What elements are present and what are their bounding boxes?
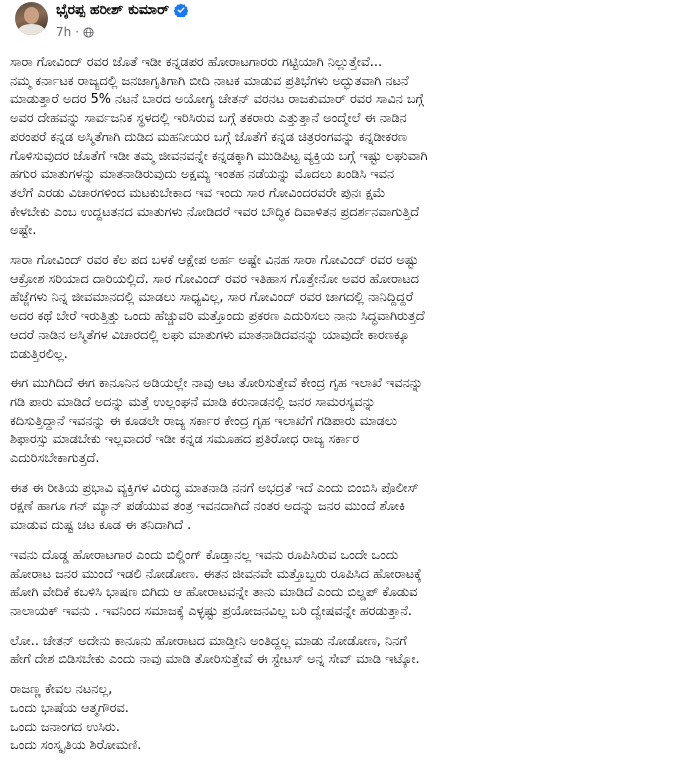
post-paragraph-5	[10, 547, 667, 622]
avatar-face	[24, 7, 39, 24]
text-line: ಲೋ.. ಚೇತನ್ ಅದೇನು ಕಾನೂನು ಹೋರಾಟದ ಮಾಡ್ತೀನಿ ಅಂತಿದ್ದಲ್ಲ ಮಾಡು ನೋಡೋಣ, ನಿನಗೆ	[10, 633, 407, 649]
text-line: ರಕ್ಷಣೆ ಹಾಗೂ ಗನ್ ಮ್ಯಾನ್ ಪಡೆಯುವ ತಂತ್ರ ಇವನದಾಗಿದೆ ನಂತರ ಅದನ್ನು ಜನರ ಮುಂದೆ ಶೋಕಿ	[10, 499, 405, 515]
avatar[interactable]	[15, 2, 48, 35]
post-meta	[56, 25, 94, 39]
text-line: ತಲೆಗೆ ಎರಡು ವಿಚಾರಗಳಿಂದ ಮಟಕುಬೇಕಾದ ಇವ ಇಂದು ಸಾರ ಗೋವಿಂದರವರೇ ಪುನಃ ಕ್ಷಮೆ	[10, 185, 386, 201]
text-line: ಸಾರಾ ಗೋವಿಂದ್ ರವರ ಜೊತೆ ಇಡೀ ಕನ್ನಡಪರ ಹೋರಾಟಗಾರರು ಗಟ್ಟಿಯಾಗಿ ನಿಲ್ಲುತ್ತೇವೆ...	[10, 55, 383, 70]
text-line: ಹೋಗಿ ವೇದಿಕೆ ಕಬಳಿಸಿ ಭಾಷಣ ಬಿಗಿದು ಆ ಹೋರಾಟವನ್ನೇ ತಾನು ಮಾಡಿದೆ ಎಂದು ಬಿಲ್ಡಪ್ ಕೊಡುವ	[10, 585, 418, 601]
text-line: ಶಿಫಾರಸ್ಸು ಮಾಡಬೇಕು ಇಲ್ಲವಾದರೆ ಇಡೀ ಕನ್ನಡ ಸಮೂಹದ ಪ್ರತಿರೋಧ ರಾಜ್ಯ ಸರ್ಕಾರ	[10, 432, 360, 448]
author-row	[56, 2, 188, 18]
post-paragraph-3	[10, 375, 667, 469]
text-line: ಮಾಡುವ ದುಷ್ಟ ಚಟ ಕೂಡ ಈ ತನಿದಾಗಿದೆ .	[10, 518, 192, 534]
text-line: ಬಿಡುತ್ತಿರಲಿಲ್ಲ.	[10, 346, 68, 362]
post-paragraph-1	[10, 54, 667, 241]
text-line: ಆದರೆ ನಾಡಿನ ಅಸ್ಮಿತೆಗಳ ವಿಚಾರದಲ್ಲಿ ಲಘು ಮಾತುಗಳು ಮಾತನಾಡಿದವನನ್ನು ಯಾವುದೇ ಕಾರಣಕ್ಕೂ	[10, 327, 410, 343]
text-line: ರಾಜಣ್ಣ ಕೇವಲ ನಟನಲ್ಲ,	[10, 682, 113, 698]
text-line: ಕೇಳಬೇಕು ಎಂಬ ಉದ್ದಟತನದ ಮಾತುಗಳು ನೋಡಿದರೆ ಇವರ ಬೌದ್ಧಿಕ ದಿವಾಳಿತನ ಪ್ರದರ್ಶನವಾಗುತ್ತಿದೆ	[10, 204, 420, 220]
post-header	[10, 0, 667, 54]
text-line: ಅದರ ಕಥೆ ಬೇರೆ ಇರುತ್ತಿತ್ತು ಒಂದು ಹೆಚ್ಚುವರಿ ಮತ್ತೊಂದು ಪ್ರಕರಣ ಎದುರಿಸಲು ನಾನು ಸಿದ್ಧವಾಗಿರುತ್ತದೆ	[10, 309, 425, 325]
text-line: ಹಗುರ ಮಾತುಗಳನ್ನು ಮಾತನಾಡಿರುವುದು ಅಕ್ಷಮ್ಯ ಇಂತಹ ನಡೆಯನ್ನು ಮೊದಲು ಖಂಡಿಸಿ ಇವನ	[10, 167, 395, 183]
text-line: ಈತ ಈ ರೀತಿಯ ಪ್ರಭಾವಿ ವ್ಯಕ್ತಿಗಳ ವಿರುದ್ಧ ಮಾತನಾಡಿ ನನಗೆ ಅಭದ್ರತೆ ಇದೆ ಎಂದು ಬಿಂಬಿಸಿ ಪೊಲೀಸ್	[10, 480, 419, 496]
text-line: ಹೇಗೆ ದೇಶ ಬಿಡಿಸಬೇಕು ಎಂದು ನಾವು ಮಾಡಿ ತೋರಿಸುತ್ತೇವೆ ಈ ಸ್ಟೇಟಸ್ ಅನ್ನ ಸೇವ್ ಮಾಡಿ ಇಟ್ಕೋ.	[10, 652, 420, 668]
meta-separator: ·	[75, 25, 80, 39]
text-line: ನಾಲಾಯಕ್ ಇವನು . ಇವನಿಂದ ಸಮಾಜಕ್ಕೆ ಎಳ್ಳಷ್ಟು ಪ್ರಯೋಜನವಿಲ್ಲ ಬರಿ ದ್ವೇಷವನ್ನೇ ಹರಡುತ್ತಾನೆ.	[10, 603, 412, 619]
globe-icon[interactable]	[83, 27, 94, 38]
text-line: ಅಷ್ಟೇ.	[10, 223, 37, 239]
author-name[interactable]: ಭೈರಪ್ಪ ಹರೀಶ್ ಕುಮಾರ್	[56, 2, 170, 18]
text-line: ಪರಂಪರೆ ಕನ್ನಡ ಅಸ್ಮಿತೆಗಾಗಿ ದುಡಿದ ಮಹನೀಯರ ಬಗ್ಗೆ ಜೊತೆಗೆ ಕನ್ನಡ ಚಿತ್ರರಂಗವನ್ನು ಕನ್ನಡೀಕರಣ	[10, 129, 408, 145]
text-line: ಹೋರಾಟ ಜನರ ಮುಂದೆ ಇಡಲಿ ನೋಡೋಣ. ಈತನ ಜೀವನವೇ ಮತ್ತೊಬ್ಬರು ರೂಪಿಸಿದ ಹೋರಾಟಕ್ಕೆ	[10, 566, 422, 582]
post-paragraph-4	[10, 480, 667, 536]
post-time[interactable]: 7h	[56, 25, 72, 39]
text-line: ಈಗ ಮುಗಿದಿದೆ ಈಗ ಕಾನೂನಿನ ಅಡಿಯಲ್ಲೇ ನಾವು ಆಟ ತೋರಿಸುತ್ತೇವೆ ಕೇಂದ್ರ ಗೃಹ ಇಲಾಖೆ ಇವನನ್ನು	[10, 376, 423, 392]
text-line: ಗಡಿ ಪಾರು ಮಾಡಿದೆ ಅದನ್ನು ಮತ್ತೆ ಉಲ್ಲಂಘನೆ ಮಾಡಿ ಕರುನಾಡನಲ್ಲಿ ಜನರ ಸಾಮರಸ್ಯವನ್ನು	[10, 394, 376, 410]
post-paragraph-2	[10, 252, 667, 364]
text-line: ಕದಿಸುತ್ತಿದ್ದಾನೆ ಇವನನ್ನು ಈ ಕೂಡಲೇ ರಾಜ್ಯ ಸರ್ಕಾರ ಕೇಂದ್ರ ಗೃಹ ಇಲಾಖೆಗೆ ಗಡಿಪಾರು ಮಾಡಲು	[10, 413, 398, 429]
text-line: ಇವನು ದೊಡ್ಡ ಹೋರಾಟಗಾರ ಎಂದು ಬಿಲ್ಡಿಂಗ್ ಕೊಡ್ತಾನಲ್ಲ ಇವನು ರೂಪಿಸಿರುವ ಒಂದೇ ಒಂದು	[10, 547, 399, 563]
text-line: ಸಾರಾ ಗೋವಿಂದ್ ರವರ ಕೆಲ ಪದ ಬಳಕೆ ಆಕ್ಷೇಪ ಅರ್ಹ ಅಷ್ಟೇ ವಿನಹ ಸಾರಾ ಗೋವಿಂದ್ ರವರ ಅಷ್ಟು	[10, 253, 419, 269]
text-line: ಅವರ ದೇಹವನ್ನು ಸಾರ್ವಜನಿಕ ಸ್ಥಳದಲ್ಲಿ ಇರಿಸಿರುವ ಬಗ್ಗೆ ತಕರಾರು ಎತ್ತುತ್ತಾನೆ ಅಂದ್ಮೇಲೆ ಈ ನಾಡಿನ	[10, 111, 407, 127]
text-line: ಒಂದು ಜನಾಂಗದ ಉಸಿರು.	[10, 719, 120, 735]
post-paragraph-7	[10, 681, 667, 756]
text-line: ಎದುರಿಸಬೇಕಾಗುತ್ತದೆ.	[10, 451, 100, 467]
post-body	[10, 54, 667, 756]
verified-badge-icon	[174, 3, 188, 17]
post-paragraph-6	[10, 633, 667, 670]
text-line: ಒಂದು ಸಂಸ್ಕೃತಿಯ ಶಿರೋಮಣಿ.	[10, 738, 142, 754]
text-line: ನಮ್ಮ ಕರ್ನಾಟಕ ರಾಜ್ಯದಲ್ಲಿ ಜನಜಾಗೃತಿಗಾಗಿ ಬೀದಿ ನಾಟಕ ಮಾಡುವ ಪ್ರತಿಭೆಗಳು ಅದ್ಭುತವಾಗಿ ನಟನೆ	[10, 73, 409, 89]
text-line: ಒಂದು ಭಾಷೆಯ ಆತ್ಮಗೌರವ.	[10, 700, 129, 716]
text-line: ಗೊಳಿಸುವುದರ ಜೊತೆಗೆ ಇಡೀ ತಮ್ಮ ಜೀವನವನ್ನೇ ಕನ್ನಡಕ್ಕಾಗಿ ಮುಡಿಪಿಟ್ಟ ವ್ಯಕ್ತಿಯ ಬಗ್ಗೆ ಇಷ್ಟು ಲಘುವಾಗಿ	[10, 148, 428, 164]
avatar-shoulders	[18, 24, 45, 35]
text-line: ಮಾಡುತ್ತಾರೆ ಅದರ 5% ನಟನೆ ಬಾರದ ಅಯೋಗ್ಯ ಚೇತನ್ ವರನಟ ರಾಜಕುಮಾರ್ ರವರ ಸಾವಿನ ಬಗ್ಗೆ	[10, 92, 424, 108]
text-line: ಆಕ್ರೋಶ ಸರಿಯಾದ ದಾರಿಯಲ್ಲಿದೆ. ಸಾರ ಗೋವಿಂದ್ ರವರ ಇತಿಹಾಸ ಗೊತ್ತೇನೋ ಅವರ ಹೋರಾಟದ	[10, 271, 419, 287]
text-line: ಹೆಜ್ಜೆಗಳು ನಿನ್ನ ಜೀವಮಾನದಲ್ಲಿ ಮಾಡಲು ಸಾಧ್ಯವಿಲ್ಲ, ಸಾರ ಗೋವಿಂದ್ ರವರ ಜಾಗದಲ್ಲಿ ನಾನಿದ್ದಿದ್ದರೆ	[10, 290, 414, 306]
